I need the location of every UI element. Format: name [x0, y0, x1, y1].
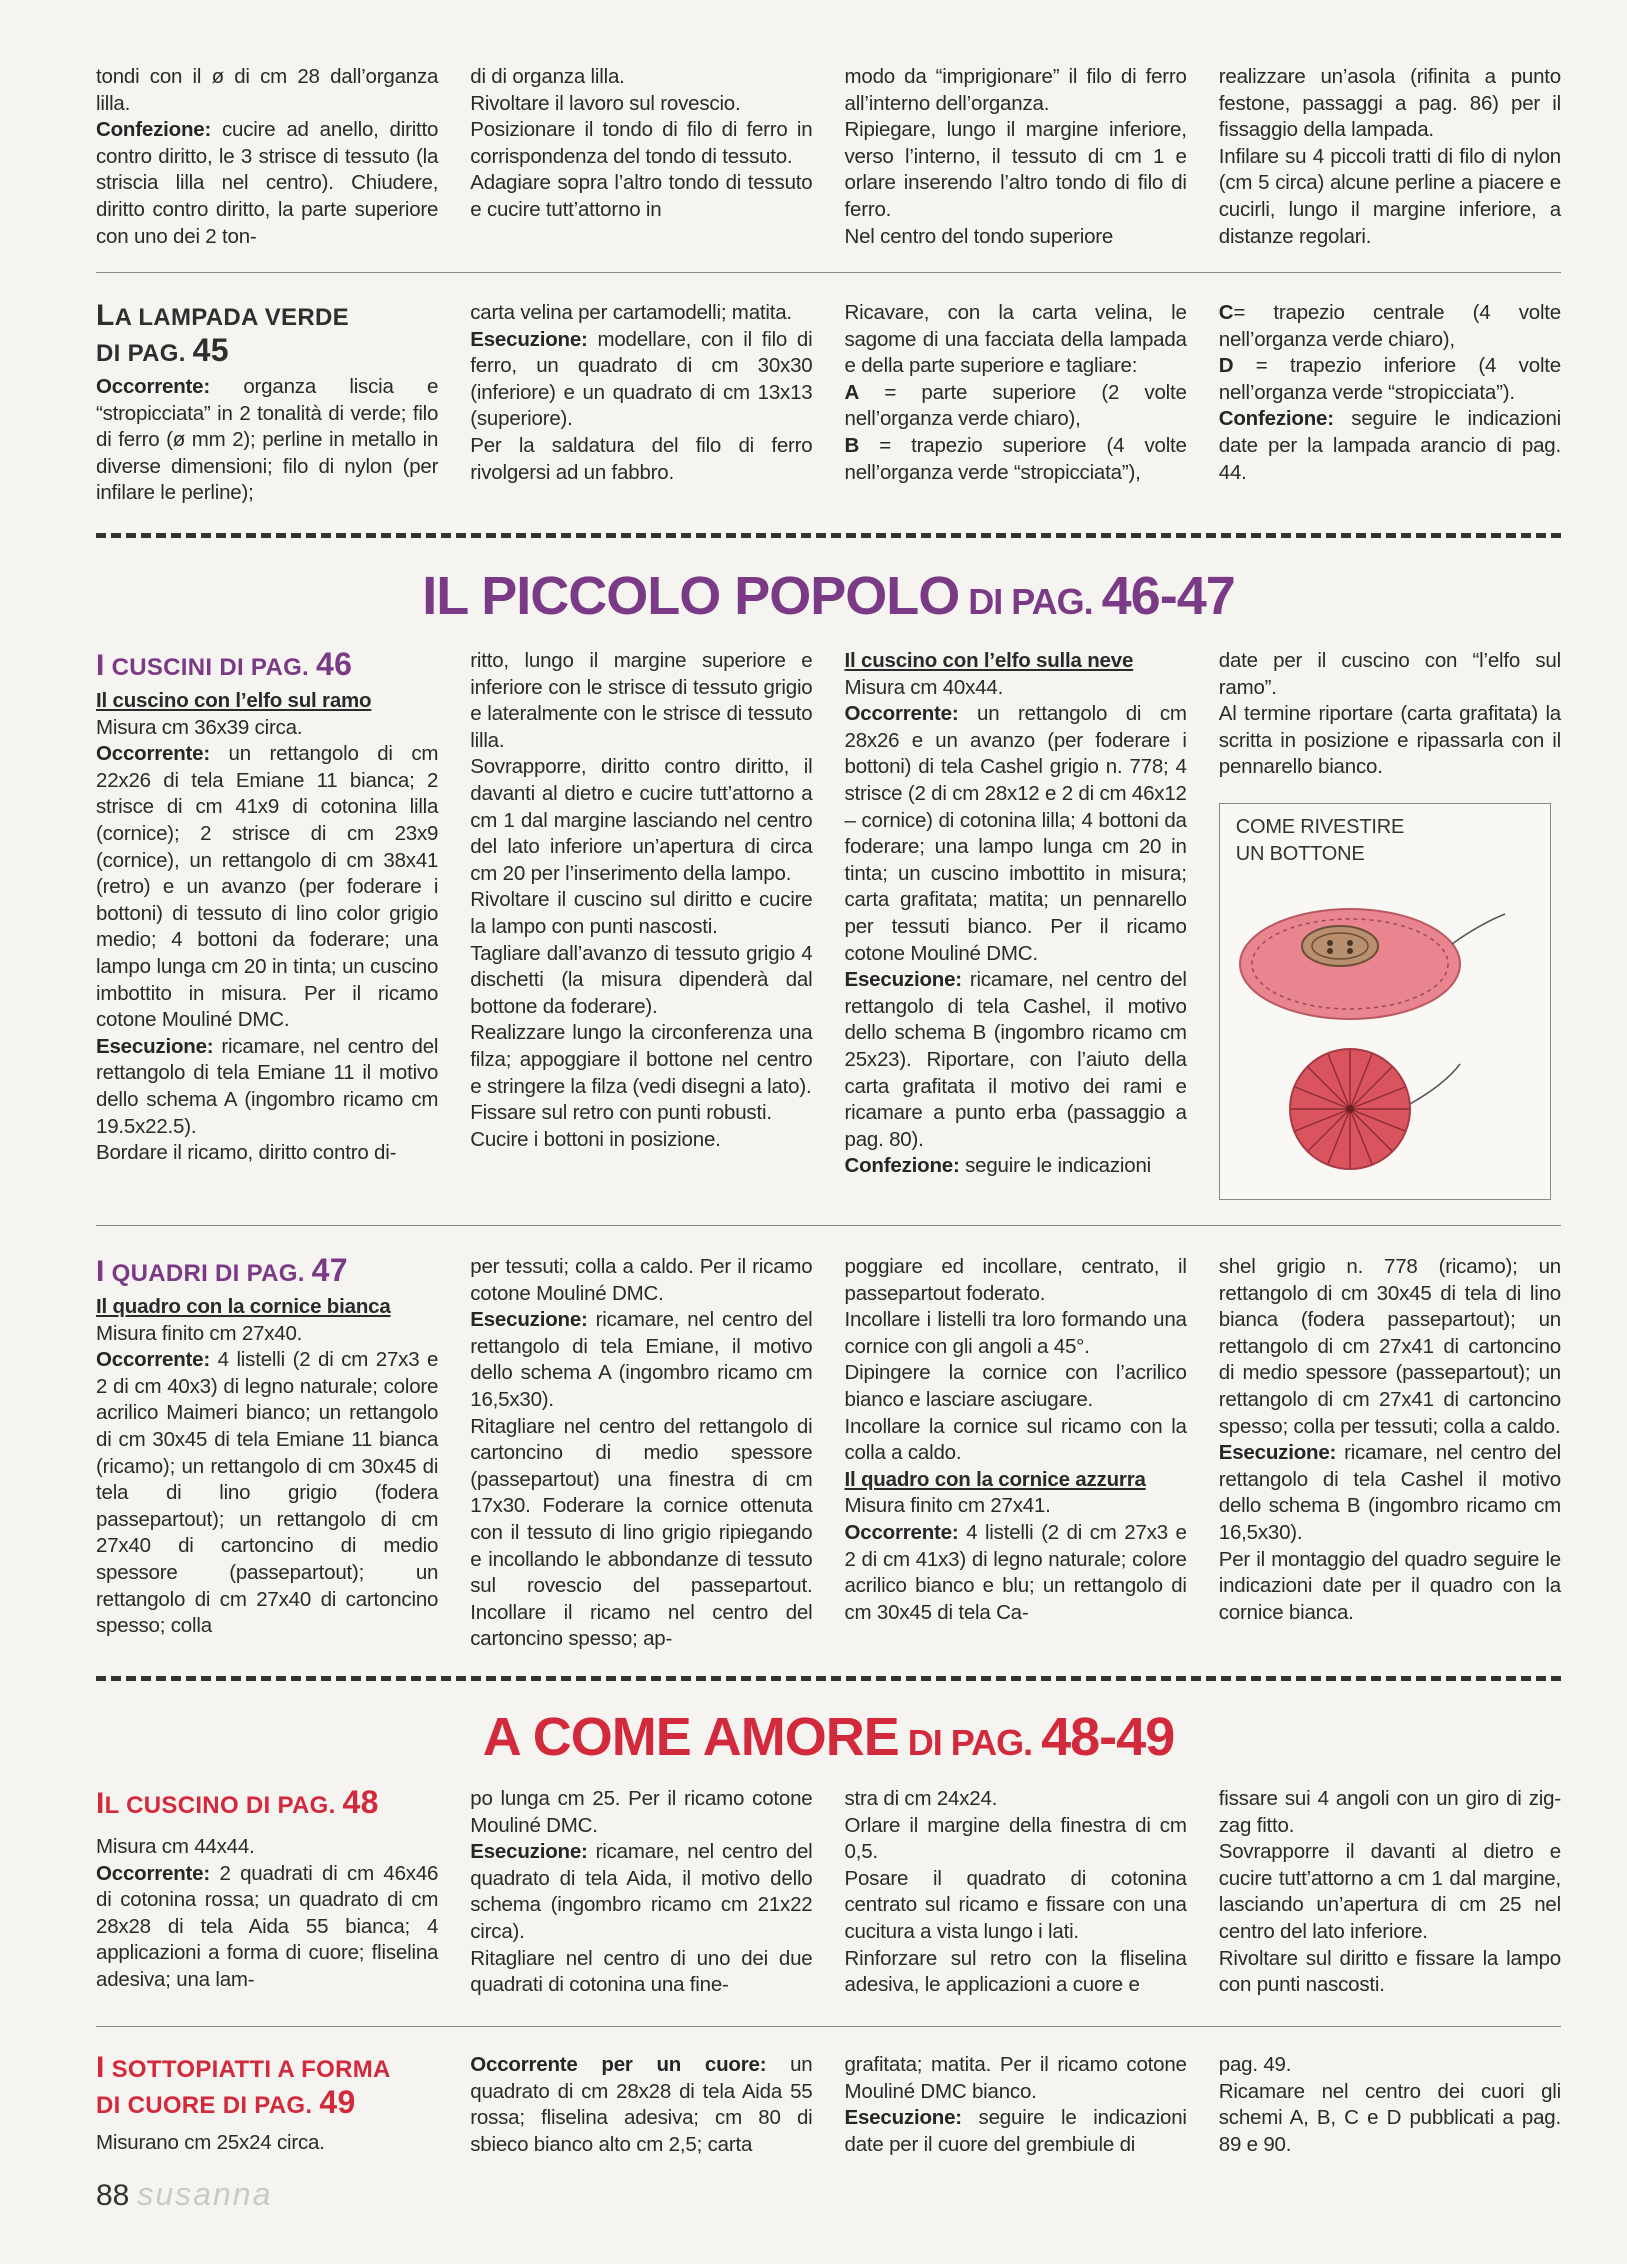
- paragraph: [96, 688, 438, 715]
- heading-initial: I: [96, 1255, 105, 1288]
- body-text: poggiare ed incollare, centrato, il passepartout foderato.: [844, 1255, 1187, 1305]
- paragraph: [1219, 1786, 1561, 1839]
- body-text: Misura cm 44x44.: [96, 1835, 255, 1858]
- paragraph: [96, 1140, 438, 1167]
- cuscini-section: [96, 648, 1561, 1200]
- bold-label: Occorrente:: [96, 742, 211, 766]
- body-text: Per il montaggio del quadro seguire le indicazioni date per il quadro con la cornice bianca.: [1218, 1547, 1561, 1624]
- sottopiatti-col-4: [1219, 2052, 1561, 2158]
- bold-label: D: [1218, 354, 1234, 378]
- cuscini-col-4-text: [1219, 648, 1561, 781]
- paragraph: [845, 648, 1187, 675]
- body-text: seguire le indicazioni: [959, 1154, 1152, 1178]
- paragraph: [470, 1839, 812, 1945]
- body-text: Adagiare sopra l’altro tondo di tessuto e cucire tutt’attorno in: [470, 171, 813, 221]
- heading-page-number: 49: [319, 2084, 356, 2120]
- paragraph: [470, 170, 812, 223]
- title-main: A COME AMORE: [482, 1707, 899, 1767]
- body-text: Ritagliare nel centro del rettangolo di cartoncino di medio spessore (passepartout) una finestra di cm 17x30. Foderare la cornice ottenuta con il tessuto di lino grigio ripiegando e incollando le abbondanze di tessuto sul rovescio del passepartout. Incollare il ricamo nel centro del cartoncino spesso; ap-: [470, 1414, 813, 1651]
- subheading: Il cuscino con l’elfo sulla neve: [844, 649, 1134, 672]
- sottopiatti-col-1: [96, 2052, 438, 2158]
- body-text: Infilare su 4 piccoli tratti di filo di nylon (cm 5 circa) alcune perline a piacere e cucirli, lungo il margine inferiore, a distanze regolari.: [1218, 144, 1561, 248]
- body-text: po lunga cm 25. Per il ricamo cotone Mouliné DMC.: [470, 1787, 813, 1837]
- body-text: un rettangolo di cm 28x26 e un avanzo (per foderare i bottoni) di tela Cashel grigio n. 778; 4 strisce (2 di cm 28x12 e 2 di cm 46x12 – cornice) di cotonina lilla; 4 bottoni da foderare; una lampo lunga cm 20 in tinta; un cuscino imbottito in misura; carta grafitata; matita; un pennarello per tessuti bianco. Per il ricamo cotone Mouliné DMC.: [844, 702, 1187, 965]
- paragraph: [845, 1866, 1187, 1946]
- heading-text: QUADRI DI PAG.: [104, 1260, 312, 1287]
- subheading: Il quadro con la cornice azzurra: [844, 1467, 1146, 1491]
- divider-line: [96, 272, 1561, 273]
- paragraph: [470, 91, 812, 118]
- body-text: Ritagliare nel centro di uno dei due quadrati di cotonina una fine-: [470, 1946, 813, 1997]
- body-text: Tagliare dall’avanzo di tessuto grigio 4 dischetti (la misura dipenderà dal bottone da foderare).: [470, 941, 813, 1018]
- cuscini-heading: [96, 648, 438, 684]
- paragraph: [96, 741, 438, 1034]
- paragraph: [1219, 648, 1561, 701]
- paragraph: [1219, 1440, 1561, 1546]
- body-text: modellare, con il filo di ferro, un quadrato di cm 30x30 (inferiore) e un quadrato di cm 13x13 (superiore).: [470, 327, 813, 431]
- body-text: organza liscia e “stropicciata” in 2 tonalità di verde; filo di ferro (ø mm 2); perline in metallo in diverse dimensioni; filo di nylon (per infilare le perline);: [96, 375, 439, 505]
- heading-initial: I: [96, 649, 105, 682]
- body-text: realizzare un’asola (rifinita a punto festone, passaggi a pag. 86) per il fissaggio della lampada.: [1218, 65, 1561, 142]
- body-text: stra di cm 24x24.: [844, 1787, 998, 1810]
- body-text: seguire le indicazioni date per la lampada arancio di pag. 44.: [1218, 407, 1561, 484]
- paragraph: [96, 1321, 438, 1348]
- paragraph: [845, 224, 1187, 251]
- bold-label: C: [1218, 301, 1234, 324]
- section-title-piccolo-popolo: [96, 565, 1561, 627]
- body-text: Per la saldatura del filo di ferro rivolgersi ad un fabbro.: [470, 433, 813, 484]
- body-text: Ricamare nel centro dei cuori gli schemi A, B, C e D pubblicati a pag. 89 e 90.: [1218, 2079, 1561, 2156]
- paragraph: [470, 648, 812, 754]
- paragraph: [845, 1946, 1187, 1999]
- paragraph: [470, 1946, 812, 1999]
- body-text: ricamare, nel centro del quadrato di tela Aida, il motivo dello schema (ingombro ricamo cm 21x22 circa).: [470, 1840, 813, 1943]
- body-text: Nel centro del tondo superiore: [844, 224, 1114, 248]
- continuation-col-1: [96, 64, 438, 250]
- heading-page-number: 46: [315, 646, 353, 682]
- paragraph: [1219, 1254, 1561, 1440]
- caption-line-2: UN BOTTONE: [1235, 842, 1365, 865]
- paragraph: [470, 1254, 812, 1307]
- body-text: Orlare il margine della finestra di cm 0,5.: [844, 1813, 1187, 1864]
- body-text: = parte superiore (2 volte nell’organza verde chiaro),: [844, 380, 1187, 431]
- body-text: Misura cm 36x39 circa.: [96, 715, 303, 739]
- body-text: Sovrapporre, diritto contro diritto, il davanti al dietro e cucire tutt’attorno a cm 1 dal margine lasciando nel centro del lato inferiore un’apertura di circa cm 20 per l’inserimento della lampo.: [470, 755, 813, 885]
- paragraph: [470, 117, 812, 170]
- lampada-verde-section: [96, 300, 1561, 507]
- paragraph: [845, 1360, 1187, 1413]
- lampada-col-2: [470, 300, 812, 507]
- cuscino48-heading: [96, 1786, 438, 1822]
- body-text: Incollare la cornice sul ricamo con la colla a caldo.: [844, 1414, 1187, 1465]
- paragraph: [1219, 144, 1561, 250]
- paragraph: [845, 675, 1187, 702]
- paragraph: [845, 1493, 1187, 1520]
- bold-label: Occorrente:: [844, 702, 959, 726]
- paragraph: [96, 374, 438, 507]
- heading-text: SOTTOPIATTI A FORMA: [104, 2056, 391, 2083]
- paragraph: [845, 1467, 1187, 1494]
- sottopiatti-col-1-text: [96, 2130, 438, 2157]
- cuscino48-col-3: [845, 1786, 1187, 1999]
- continuation-col-3: [845, 64, 1187, 250]
- bold-label: Esecuzione:: [470, 1308, 588, 1332]
- body-text: Misura finito cm 27x40.: [96, 1321, 303, 1345]
- bold-label: Esecuzione:: [1218, 1441, 1337, 1465]
- paragraph: [1219, 406, 1561, 486]
- continuation-section: [96, 64, 1561, 250]
- paragraph: [96, 1034, 438, 1140]
- paragraph: [470, 887, 812, 940]
- body-text: Al termine riportare (carta grafitata) la scritta in posizione e ripassarla con il pennarello bianco.: [1218, 702, 1561, 779]
- paragraph: [845, 2105, 1187, 2158]
- cuscino48-col-1: [96, 1786, 438, 1999]
- body-text: per tessuti; colla a caldo. Per il ricamo cotone Mouliné DMC.: [470, 1255, 813, 1305]
- body-text: ricamare, nel centro del rettangolo di tela Cashel, il motivo dello schema B (ingombro ricamo cm 25x23). Riportare, con l’aiuto della carta grafitata il motivo dei rami e ricamare a punto erba (passaggio a pag. 80).: [844, 968, 1187, 1151]
- paragraph: [470, 1020, 812, 1100]
- paragraph: [96, 1294, 438, 1321]
- lampada-heading: [96, 300, 438, 370]
- sottopiatti-col-2: [470, 2052, 812, 2158]
- title-page-label: DI PAG.: [898, 1722, 1042, 1763]
- bold-label: Occorrente:: [844, 1520, 959, 1544]
- bold-label: Esecuzione:: [470, 1840, 588, 1864]
- bold-label: Esecuzione:: [470, 327, 588, 351]
- quadri-col-1: [96, 1254, 438, 1653]
- bold-label: Confezione:: [1218, 407, 1334, 431]
- bold-label: Occorrente:: [96, 1348, 211, 1372]
- cuscino-48-section: [96, 1786, 1561, 1999]
- body-text: un quadrato di cm 28x28 di tela Aida 55 rossa; fliselina adesiva; cm 80 di sbieco bianco alto cm 2,5; carta: [470, 2053, 813, 2156]
- bold-label: Occorrente:: [96, 375, 211, 398]
- body-text: Posizionare il tondo di filo di ferro in corrispondenza del tondo di tessuto.: [470, 118, 813, 168]
- sottopiatti-section: [96, 2052, 1561, 2158]
- cuscino48-col-2: [470, 1786, 812, 1999]
- body-text: = trapezio inferiore (4 volte nell’organza verde “stropicciata”).: [1218, 354, 1561, 404]
- body-text: = trapezio centrale (4 volte nell’organza verde chiaro),: [1218, 301, 1561, 351]
- paragraph: [845, 117, 1187, 223]
- gathered-button-icon: [1290, 1049, 1460, 1169]
- body-text: Misura cm 40x44.: [844, 675, 1004, 699]
- subheading: Il quadro con la cornice bianca: [96, 1295, 391, 1318]
- divider-line: [96, 2026, 1561, 2027]
- paragraph: [845, 380, 1187, 433]
- body-text: ricamare, nel centro del rettangolo di tela Cashel il motivo dello schema B (ingombro ricamo cm 16,5x30).: [1218, 1441, 1561, 1544]
- cuscini-col-1: [96, 648, 438, 1200]
- bold-label: Confezione:: [844, 1154, 960, 1178]
- paragraph: [470, 64, 812, 91]
- paragraph: [470, 1414, 812, 1653]
- bold-label: Occorrente per un cuore:: [470, 2053, 767, 2076]
- body-text: di di organza lilla.: [470, 65, 625, 88]
- sottopiatti-heading: [96, 2052, 438, 2122]
- paragraph: [470, 941, 812, 1021]
- button-illustration-box: [1219, 803, 1551, 1200]
- body-text: 4 listelli (2 di cm 27x3 e 2 di cm 41x3) di legno naturale; colore acrilico bianco e blu; un rettangolo di cm 30x45 di tela Ca-: [844, 1520, 1187, 1624]
- paragraph: [1219, 2052, 1561, 2079]
- body-text: Misura finito cm 27x41.: [844, 1494, 1051, 1518]
- heading-text: L CUSCINO DI PAG.: [104, 1792, 343, 1819]
- heading-page-number: 48: [342, 1784, 379, 1820]
- fabric-button-illustration: [1220, 804, 1550, 1199]
- paragraph: [1219, 1946, 1561, 1999]
- lampada-col-3: [845, 300, 1187, 507]
- body-text: un rettangolo di cm 22x26 di tela Emiane 11 bianca; 2 strisce di cm 41x9 di cotonina lilla (cornice); 2 strisce di cm 23x9 (cornice), un rettangolo di cm 38x41 (retro) e un avanzo (per foderare i bottoni) di tessuto di lino color grigio medio; 4 bottoni da foderare; una lampo lunga cm 20 in tinta; un cuscino imbottito in misura. Per il ricamo cotone Mouliné DMC.: [96, 742, 439, 1032]
- body-text: modo da “imprigionare” il filo di ferro all’interno dell’organza.: [844, 65, 1187, 115]
- paragraph: [845, 433, 1187, 486]
- continuation-col-2: [470, 64, 812, 250]
- title-page-label: DI PAG.: [959, 581, 1102, 622]
- paragraph: [1219, 300, 1561, 353]
- body-text: pag. 49.: [1218, 2053, 1292, 2076]
- heading-initial: L: [96, 299, 115, 332]
- quadri-col-3: [845, 1254, 1187, 1653]
- caption-line-1: COME RIVESTIRE: [1235, 815, 1405, 838]
- heading-page-label: DI CUORE DI PAG.: [96, 2092, 320, 2119]
- paragraph: [96, 1834, 438, 1861]
- body-text: tondi con il ø di cm 28 dall’organza lilla.: [96, 65, 439, 115]
- body-text: ricamare, nel centro del rettangolo di tela Emiane, il motivo dello schema A (ingombro ricamo cm 16,5x30).: [470, 1308, 813, 1411]
- body-text: Rivoltare il cuscino sul diritto e cucire la lampo con punti nascosti.: [470, 888, 813, 938]
- continuation-col-4: [1219, 64, 1561, 250]
- quadri-col-2: [470, 1254, 812, 1653]
- dashed-separator: [96, 1676, 1561, 1681]
- body-text: Sovrapporre il davanti al dietro e cucire tutt’attorno a cm 1 dal margine, lasciando un’apertura di cm 25 nel centro del lato inferiore.: [1218, 1840, 1561, 1943]
- paragraph: [845, 300, 1187, 380]
- paragraph: [96, 64, 438, 117]
- title-page-number: 48-49: [1041, 1707, 1175, 1767]
- paragraph: [470, 300, 812, 327]
- body-text: Posare il quadrato di cotonina centrato sul ricamo e fissare con una cucitura a vista lungo i lati.: [844, 1866, 1187, 1943]
- body-text: Realizzare lungo la circonferenza una filza; appoggiare il bottone nel centro e stringere la filza (vedi disegni a lato).: [470, 1021, 813, 1098]
- lampada-col-4: [1219, 300, 1561, 507]
- paragraph: [470, 327, 812, 433]
- paragraph: [845, 967, 1187, 1153]
- body-text: cucire ad anello, diritto contro diritto, le 3 strisce di tessuto (la striscia lilla nel centro). Chiudere, diritto contro diritto, la parte superiore con uno dei 2 ton-: [96, 118, 439, 248]
- heading-initial: I: [96, 1787, 105, 1820]
- paragraph: [96, 2130, 438, 2157]
- cuscino48-col-4: [1219, 1786, 1561, 1999]
- sottopiatti-col-3: [845, 2052, 1187, 2158]
- paragraph: [470, 754, 812, 887]
- paragraph: [96, 715, 438, 742]
- paragraph: [1219, 353, 1561, 406]
- paragraph: [470, 1786, 812, 1839]
- paragraph: [845, 1153, 1187, 1180]
- body-text: shel grigio n. 778 (ricamo); un rettangolo di cm 30x45 di tela di lino bianca (fodera passepartout); un rettangolo di cm 27x41 di cartoncino di medio spessore (passepartout); un rettangolo di cm 27x41 di cartoncino spesso; colla per tessuti; colla a caldo.: [1218, 1255, 1561, 1438]
- paragraph: [470, 2052, 812, 2158]
- bold-label: Esecuzione:: [96, 1034, 214, 1058]
- body-text: Misurano cm 25x24 circa.: [96, 2131, 325, 2154]
- bold-label: A: [844, 380, 860, 404]
- paragraph: [96, 1861, 438, 1994]
- body-text: carta velina per cartamodelli; matita.: [470, 301, 792, 324]
- title-main: IL PICCOLO POPOLO: [422, 566, 960, 626]
- page-footer: [96, 2176, 272, 2213]
- paragraph: [470, 1127, 812, 1154]
- lampada-col-1-text: [96, 374, 438, 507]
- heading-initial: I: [96, 2051, 105, 2084]
- body-text: 4 listelli (2 di cm 27x3 e 2 di cm 40x3) di legno naturale; colore acrilico Maimeri bianco; un rettangolo di cm 30x45 di tela Emiane 11 bianca (ricamo); un rettangolo di cm 30x45 di tela di lino grigio (fodera passepartout); un rettangolo di cm 27x40 di cartoncino di medio spessore (passepartout); un rettangolo di cm 27x40 di cartoncino spesso; colla: [96, 1348, 439, 1638]
- body-text: Ripiegare, lungo il margine inferiore, verso l’interno, il tessuto di cm 1 e orlare inserendo l’altro tondo di filo di ferro.: [844, 118, 1187, 221]
- fabric-disc-icon: [1240, 909, 1505, 1019]
- body-text: fissare sui 4 angoli con un giro di zig-zag fitto.: [1218, 1787, 1561, 1837]
- paragraph: [845, 1254, 1187, 1307]
- body-text: Rivoltare il lavoro sul rovescio.: [470, 91, 741, 115]
- body-text: Ricavare, con la carta velina, le sagome di una facciata della lampada e della parte superiore e tagliare:: [844, 301, 1187, 378]
- paragraph: [845, 1520, 1187, 1626]
- body-text: Cucire i bottoni in posizione.: [470, 1127, 721, 1151]
- paragraph: [845, 1786, 1187, 1813]
- body-text: seguire le indicazioni date per il cuore del grembiule di: [844, 2106, 1187, 2156]
- body-text: Fissare sul retro con punti robusti.: [470, 1101, 772, 1125]
- body-text: 2 quadrati di cm 46x46 di cotonina rossa; un quadrato di cm 28x28 di tela Aida 55 bianca; 4 applicazioni a forma di cuore; fliselina adesiva; una lam-: [96, 1861, 439, 1991]
- paragraph: [845, 1813, 1187, 1866]
- heading-page-number: 45: [192, 332, 229, 368]
- divider-line: [96, 1225, 1561, 1226]
- heading-text: A LAMPADA VERDE: [114, 304, 349, 331]
- cuscini-col-2: [470, 648, 812, 1200]
- magazine-brand: susanna: [137, 2176, 273, 2212]
- paragraph: [845, 64, 1187, 117]
- section-title-a-come-amore: [96, 1706, 1561, 1768]
- paragraph: [1219, 1839, 1561, 1945]
- body-text: Rivoltare sul diritto e fissare la lampo con punti nascosti.: [1218, 1946, 1561, 1997]
- cuscini-col-1-text: [96, 688, 438, 1167]
- cuscino48-col-1-text: [96, 1834, 438, 1994]
- body-text: = trapezio superiore (4 volte nell’organza verde “stropicciata”),: [844, 433, 1187, 484]
- quadri-section: [96, 1254, 1561, 1653]
- quadri-col-1-text: [96, 1294, 438, 1640]
- body-text: Bordare il ricamo, diritto contro di-: [96, 1141, 397, 1165]
- body-text: grafitata; matita. Per il ricamo cotone Mouliné DMC bianco.: [844, 2053, 1187, 2103]
- heading-page-number: 47: [311, 1252, 348, 1288]
- paragraph: [470, 1100, 812, 1127]
- bold-label: Confezione:: [96, 118, 212, 142]
- cuscini-col-4: [1219, 648, 1561, 1200]
- bold-label: Esecuzione:: [844, 968, 962, 992]
- paragraph: [1219, 701, 1561, 781]
- quadri-col-4: [1219, 1254, 1561, 1653]
- body-text: Dipingere la cornice con l’acrilico bianco e lasciare asciugare.: [844, 1361, 1187, 1411]
- paragraph: [845, 701, 1187, 967]
- paragraph: [1219, 64, 1561, 144]
- subheading: Il cuscino con l’elfo sul ramo: [96, 689, 372, 712]
- body-text: Incollare i listelli tra loro formando una cornice con gli angoli a 45°.: [844, 1308, 1187, 1358]
- bold-label: Esecuzione:: [844, 2106, 962, 2130]
- paragraph: [96, 1347, 438, 1640]
- paragraph: [1219, 2079, 1561, 2159]
- bold-label: Occorrente:: [96, 1861, 211, 1885]
- lampada-col-1: [96, 300, 438, 507]
- paragraph: [845, 1414, 1187, 1467]
- bold-label: B: [844, 433, 860, 457]
- body-text: ricamare, nel centro del rettangolo di tela Emiane 11 il motivo dello schema A (ingombro ricamo cm 19.5x22.5).: [96, 1034, 439, 1138]
- paragraph: [470, 1307, 812, 1413]
- heading-text: CUSCINI DI PAG.: [104, 654, 316, 681]
- paragraph: [845, 2052, 1187, 2105]
- heading-page-label: DI PAG.: [96, 340, 193, 367]
- body-text: ritto, lungo il margine superiore e inferiore con le strisce di tessuto grigio e lateralmente con le strisce di tessuto lilla.: [470, 649, 813, 752]
- page-number: 88: [96, 2179, 130, 2212]
- body-text: date per il cuscino con “l’elfo sul ramo”.: [1218, 649, 1561, 699]
- body-text: Rinforzare sul retro con la fliselina adesiva, le applicazioni a cuore e: [844, 1946, 1187, 1997]
- paragraph: [845, 1307, 1187, 1360]
- paragraph: [470, 433, 812, 486]
- title-page-number: 46-47: [1101, 566, 1235, 626]
- paragraph: [96, 117, 438, 250]
- dashed-separator: [96, 533, 1561, 538]
- paragraph: [1219, 1547, 1561, 1627]
- cuscini-col-3: [845, 648, 1187, 1200]
- quadri-heading: [96, 1254, 438, 1290]
